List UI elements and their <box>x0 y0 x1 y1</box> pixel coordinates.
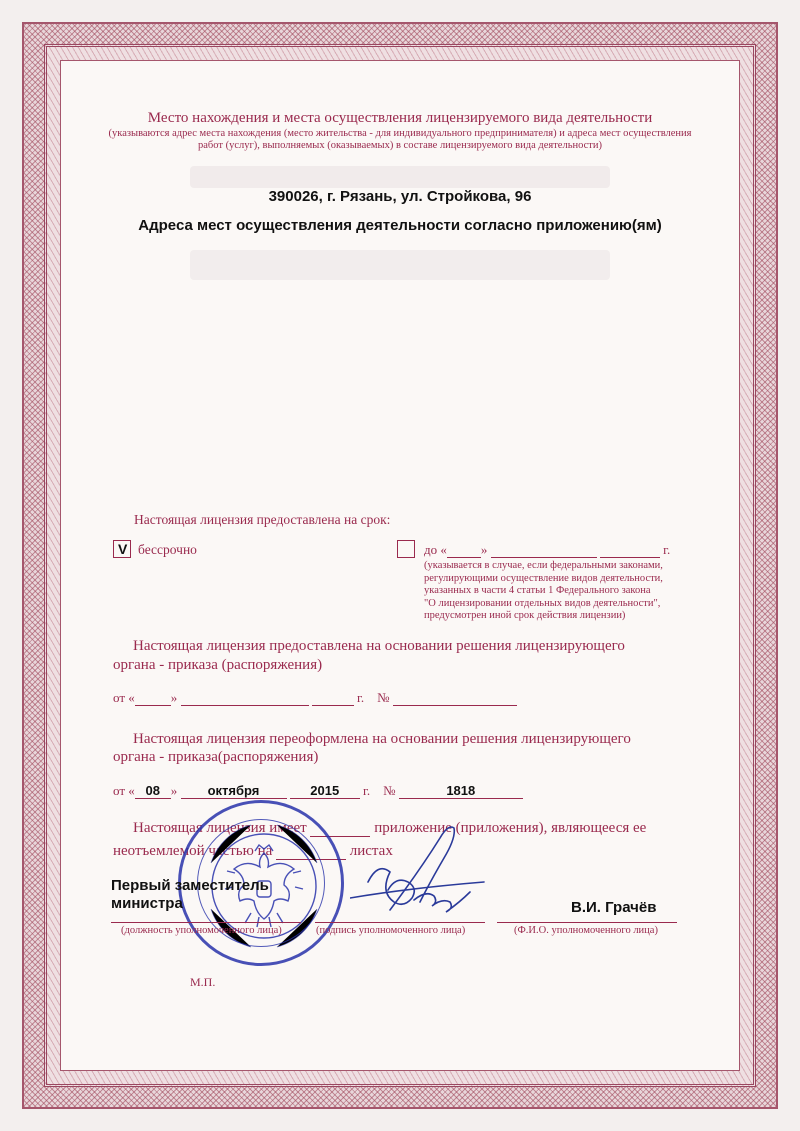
reissue-number: 1818 <box>399 783 523 799</box>
until-mid: » <box>480 542 488 557</box>
reissue-month: октября <box>181 783 287 799</box>
location-note-line-1: (указываются адрес места нахождения (место жительства - для индивидуального предпринимателя) и адреса мест осуществления <box>108 128 692 139</box>
reissue-day: 08 <box>135 783 171 799</box>
position-underline <box>111 922 301 923</box>
until-year-suffix: г. <box>663 542 671 557</box>
checkbox-mark: V <box>118 541 128 557</box>
signatory-position: Первый заместитель министра <box>111 877 269 912</box>
until-date-checkbox <box>397 540 415 558</box>
handwritten-signature <box>350 820 490 930</box>
until-prefix: до « <box>424 542 447 557</box>
reissue-order-line: от « 08 » октября 2015 г. № 1818 <box>113 783 523 799</box>
watermark-band-2 <box>190 250 610 280</box>
seal-place-label: М.П. <box>190 975 216 989</box>
legal-address: 390026, г. Рязань, ул. Стройкова, 96 <box>268 188 532 205</box>
caption-name: (Ф.И.О. уполномоченного лица) <box>514 925 658 936</box>
caption-signature: (подпись уполномоченного лица) <box>316 925 466 936</box>
term-label: Настоящая лицензия предоставлена на срок: <box>134 512 391 527</box>
location-note-line-2: работ (услуг), выполняемых (оказываемых) в составе лицензируемого вида деятельности) <box>198 140 602 151</box>
watermark-band-1 <box>190 166 610 188</box>
reissue-line-2: органа - приказа(распоряжения) <box>113 749 319 765</box>
basis-order-line: от « » г. № <box>113 690 517 706</box>
name-underline <box>497 922 677 923</box>
unlimited-label: бессрочно <box>138 542 197 557</box>
location-heading: Место нахождения и места осуществления лицензируемого вида деятельности <box>147 110 653 126</box>
activity-addresses-note: Адреса мест осуществления деятельности согласно приложению(ям) <box>138 217 662 234</box>
reissue-line-1: Настоящая лицензия переоформлена на основании решения лицензирующего <box>133 731 631 747</box>
until-date-line <box>424 542 670 558</box>
reissue-year: 2015 <box>290 783 360 799</box>
unlimited-checkbox <box>113 540 131 558</box>
signatory-name: В.И. Грачёв <box>571 899 657 916</box>
caption-position: (должность уполномоченного лица) <box>121 925 282 936</box>
basis-line-1: Настоящая лицензия предоставлена на основании решения лицензирующего <box>133 638 625 654</box>
term-note: (указывается в случае, если федеральными законами, регулирующими осуществление видов деятельности, указанных в части 4 статьи 1 Федерального закона "О лицензировании отдельных видов деятельности", предусмотрен иной срок действия лицензии) <box>424 560 663 621</box>
annex-line-2: неотъемлемой частью на листах <box>113 843 393 859</box>
annex-line-1: Настоящая лицензия имеет приложение (приложения), являющееся ее <box>133 820 647 836</box>
basis-line-2: органа - приказа (распоряжения) <box>113 657 323 673</box>
